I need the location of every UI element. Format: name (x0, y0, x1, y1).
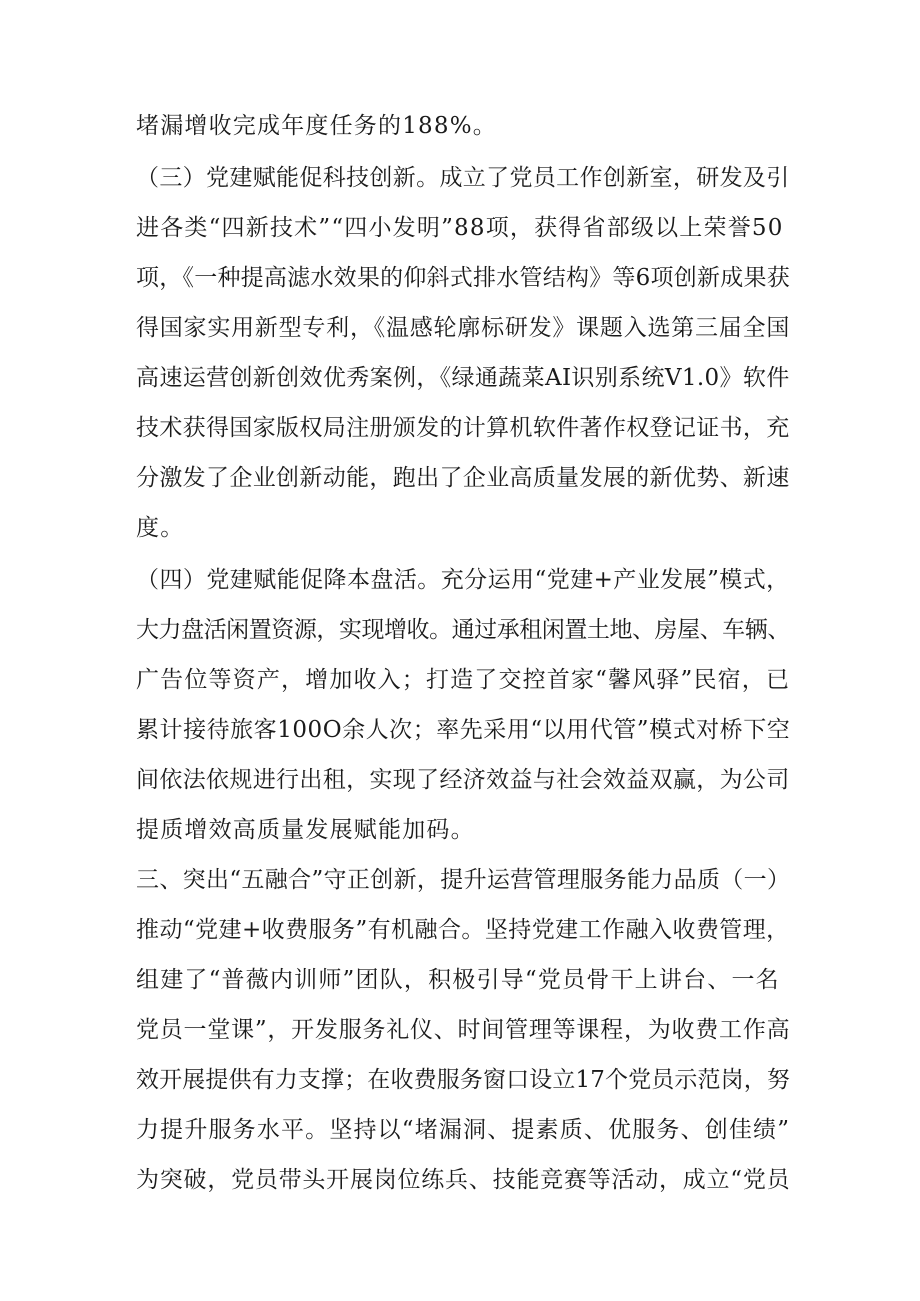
text-line: 效开展提供有力支撑；在收费服务窗口设立17个党员示范岗，努 (136, 1067, 791, 1093)
text-line: （三）党建赋能促科技创新。成立了党员工作创新室，研发及引 (136, 165, 790, 191)
text-line: 高速运营创新创效优秀案例，《绿通蔬菜AI识别系统V1.0》软件 (136, 365, 790, 391)
text-line: 广告位等资产，增加收入；打造了交控首家“馨风驿”民宿，已 (136, 667, 791, 693)
text-line: （四）党建赋能促降本盘活。充分运用“党建+产业发展”模式， (136, 567, 790, 593)
text-line: 三、突出“五融合”守正创新，提升运营管理服务能力品质（一） (136, 867, 791, 893)
text-line: 党员一堂课”，开发服务礼仪、时间管理等课程，为收费工作高 (136, 1017, 791, 1043)
text-line: 间依法依规进行出租，实现了经济效益与社会效益双赢，为公司 (136, 767, 790, 793)
text-line: 为突破，党员带头开展岗位练兵、技能竞赛等活动，成立“党员 (136, 1167, 791, 1193)
text-line: 堵漏增收完成年度任务的188%。 (136, 113, 497, 139)
text-line: 项，《一种提高滤水效果的仰斜式排水管结构》等6项创新成果获 (136, 265, 790, 291)
text-line: 累计接待旅客100O余人次；率先采用“以用代管”模式对桥下空 (136, 717, 791, 743)
text-line: 进各类“四新技术”“四小发明”88项，获得省部级以上荣誉50 (136, 215, 784, 241)
text-line: 得国家实用新型专利，《温感轮廓标研发》课题入选第三届全国 (136, 315, 791, 341)
text-line: 提质增效高质量发展赋能加码。 (136, 817, 475, 843)
text-line: 组建了“普薇内训师”团队，积极引导“党员骨干上讲台、一名 (136, 967, 780, 993)
text-line: 力提升服务水平。坚持以“堵漏洞、提素质、优服务、创佳绩” (136, 1117, 791, 1143)
text-line: 分激发了企业创新动能，跑出了企业高质量发展的新优势、新速 (136, 465, 790, 491)
text-line: 推动“党建+收费服务”有机融合。坚持党建工作融入收费管理， (136, 917, 790, 943)
text-line: 大力盘活闲置资源，实现增收。通过承租闲置土地、房屋、车辆、 (136, 617, 790, 643)
text-line: 度。 (136, 515, 185, 541)
text-line: 技术获得国家版权局注册颁发的计算机软件著作权登记证书，充 (136, 415, 790, 441)
